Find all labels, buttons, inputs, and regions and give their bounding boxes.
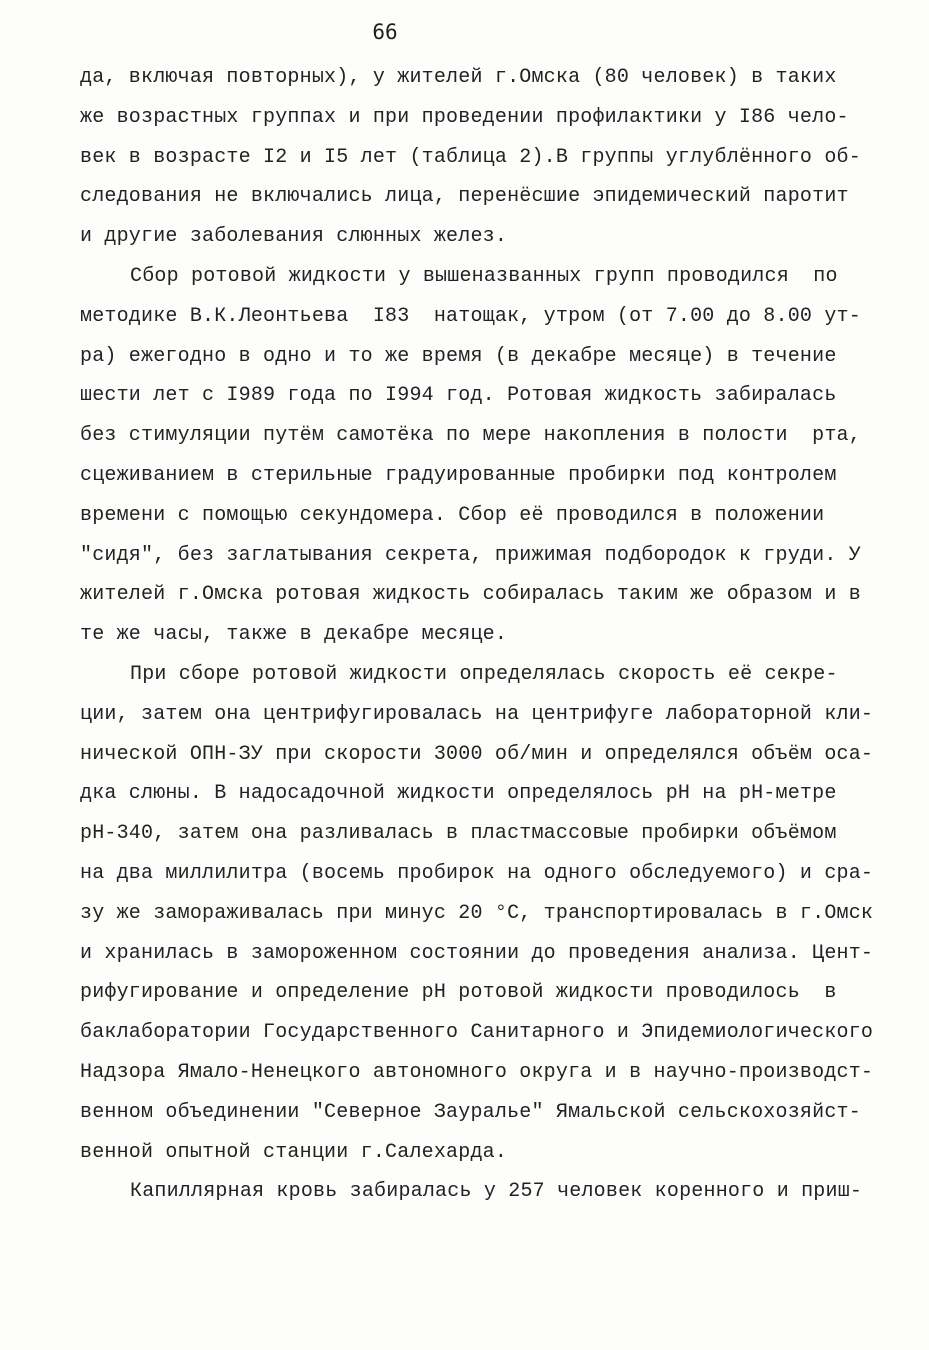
text-line: следования не включались лица, перенёсшие эпидемический паротит xyxy=(80,185,849,209)
text-line: без стимуляции путём самотёка по мере накопления в полости рта, xyxy=(80,424,861,448)
paragraph xyxy=(80,1172,863,1212)
text-line: сцеживанием в стерильные градуированные пробирки под контролем xyxy=(80,463,837,487)
text-line: на два миллилитра (восемь пробирок на одного обследуемого) и сра- xyxy=(80,861,874,885)
text-line: ции, затем она центрифугировалась на центрифуге лабораторной кли- xyxy=(80,702,874,726)
text-line: и другие заболевания слюнных желез. xyxy=(80,225,508,249)
text-line: да, включая повторных), у жителей г.Омска (80 человек) в таких xyxy=(80,66,837,89)
text-line: При сборе ротовой жидкости определялась скорость её секре- xyxy=(130,662,838,686)
text-line: Сбор ротовой жидкости у вышеназванных групп проводился по xyxy=(130,264,838,288)
page-number: 66 xyxy=(372,20,398,44)
text-line: шести лет с I989 года по I994 год. Ротовая жидкость забиралась xyxy=(80,384,837,408)
text-line: венной опытной станции г.Салехарда. xyxy=(80,1140,508,1164)
text-line: те же часы, также в декабре месяце. xyxy=(80,623,508,647)
text-line: ра) ежегодно в одно и то же время (в декабре месяце) в течение xyxy=(80,344,837,368)
paragraph xyxy=(80,655,874,1172)
text-line: венном объединении "Северное Зауралье" Ямальской сельскохозяйст- xyxy=(80,1100,861,1124)
text-line: методике В.К.Леонтьева I83 натощак, утром (от 7.00 до 8.00 ут- xyxy=(80,304,861,328)
text-line: рифугирование и определение pH ротовой жидкости проводилось в xyxy=(80,981,837,1005)
text-line: нической ОПН-ЗУ при скорости 3000 об/мин и определялся объём оса- xyxy=(80,742,874,766)
body-text xyxy=(80,58,874,1212)
text-line: времени с помощью секундомера. Сбор её проводился в положении xyxy=(80,503,825,527)
text-line: и хранилась в замороженном состоянии до проведения анализа. Цент- xyxy=(80,941,874,965)
text-line: pH-340, затем она разливалась в пластмассовые пробирки объёмом xyxy=(80,822,837,846)
text-line: Надзора Ямало-Ненецкого автономного округа и в научно-производст- xyxy=(80,1060,874,1084)
text-line: дка слюны. В надосадочной жидкости определялось pH на pH-метре xyxy=(80,782,837,806)
text-line: зу же замораживалась при минус 20 °С, транспортировалась в г.Омск xyxy=(80,901,874,925)
text-line: "сидя", без заглатывания секрета, прижимая подбородок к груди. У xyxy=(80,543,861,567)
text-line: Капиллярная кровь забиралась у 257 человек коренного и приш- xyxy=(130,1180,863,1204)
text-line: же возрастных группах и при проведении профилактики у I86 чело- xyxy=(80,105,849,129)
paragraph xyxy=(80,58,860,257)
text-line: жителей г.Омска ротовая жидкость собиралась таким же образом и в xyxy=(80,583,861,607)
text-line: век в возрасте I2 и I5 лет (таблица 2).В группы углублённого об- xyxy=(80,145,861,169)
text-line: баклаборатории Государственного Санитарного и Эпидемиологического xyxy=(80,1021,874,1045)
paragraph xyxy=(80,257,860,655)
